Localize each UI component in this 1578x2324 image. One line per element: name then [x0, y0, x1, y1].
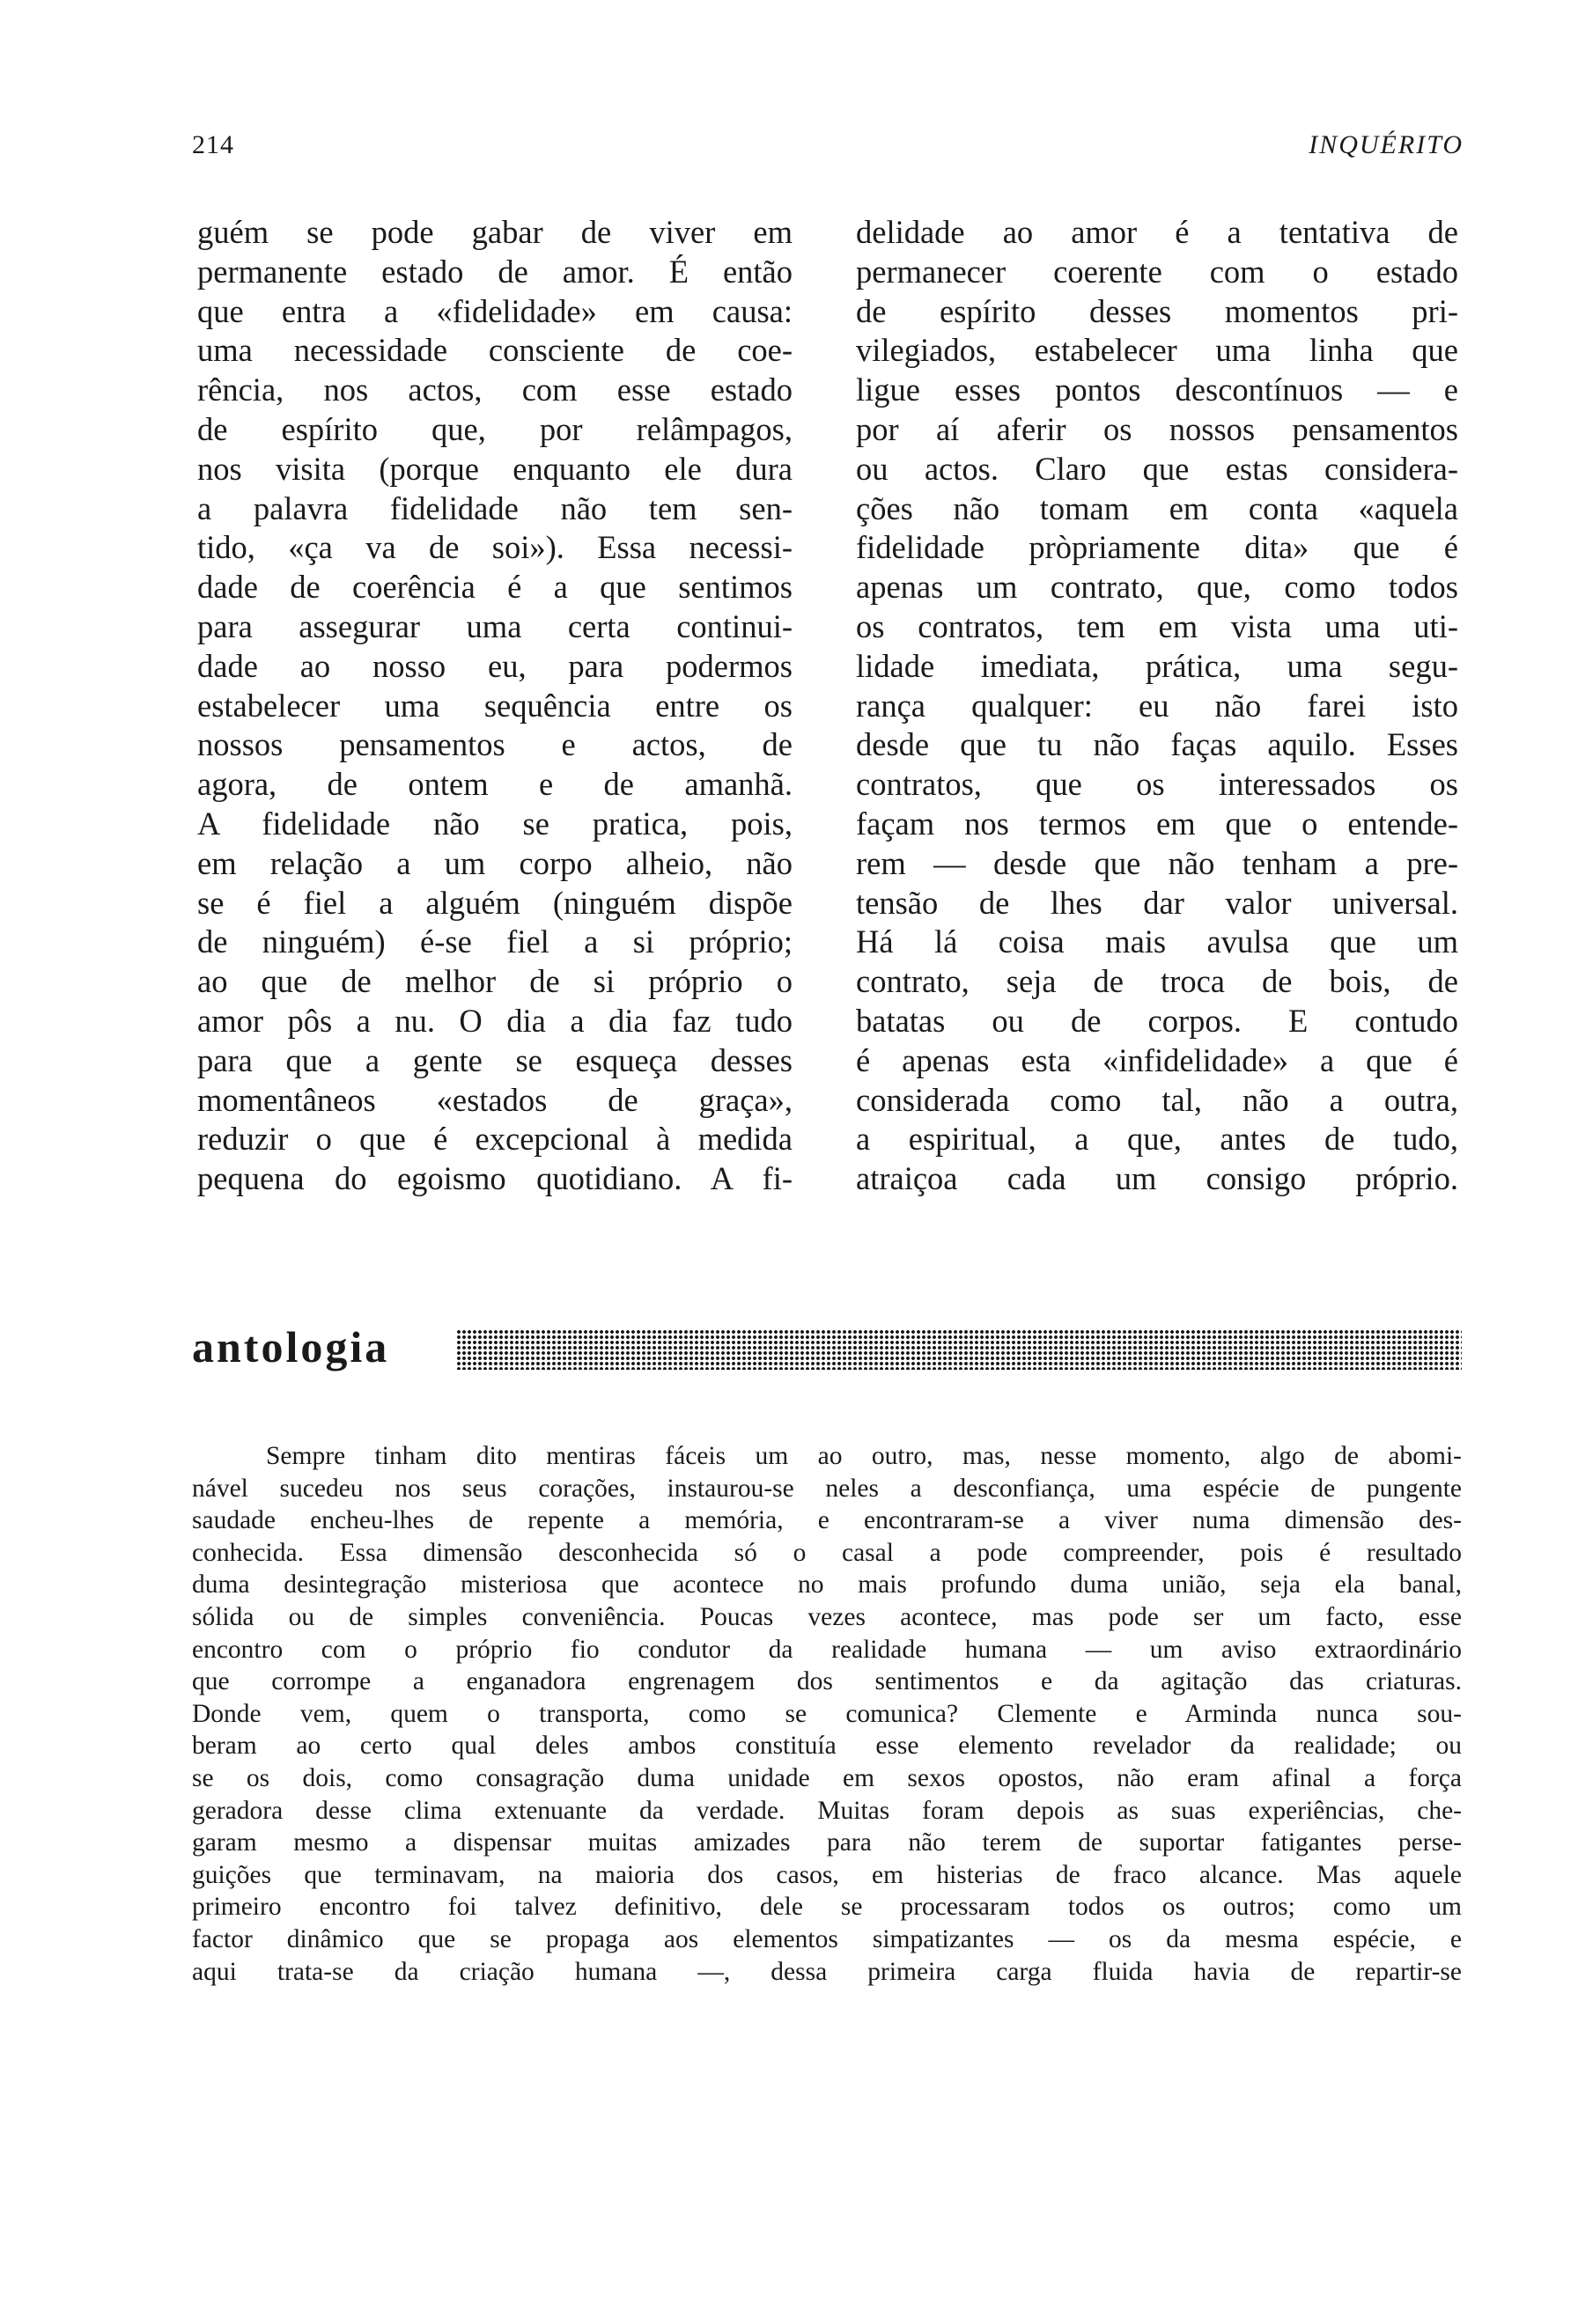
left-text-column: [197, 213, 793, 1199]
text-line: contrato, seja de troca de bois, de: [856, 963, 1458, 1000]
text-line: guições que terminavam, na maioria dos casos, em histerias de fraco alcance. Mas aquele: [192, 1860, 1462, 1889]
text-line: batatas ou de corpos. E contudo: [856, 1002, 1458, 1039]
text-line: se é fiel a alguém (ninguém dispõe: [197, 884, 793, 921]
text-line: sólida ou de simples conveniência. Poucas vezes acontece, mas pode ser um facto, esse: [192, 1602, 1462, 1631]
text-line: permanecer coerente com o estado: [856, 253, 1458, 290]
text-line: desde que tu não faças aquilo. Esses: [856, 726, 1458, 763]
text-line: nável sucedeu nos seus corações, instaurou-se neles a desconfiança, uma espécie de pungente: [192, 1474, 1462, 1503]
text-line: geradora desse clima extenuante da verdade. Muitas foram depois as suas experiências, che-: [192, 1796, 1462, 1825]
running-title: INQUÉRITO: [1309, 130, 1464, 159]
text-line: factor dinâmico que se propaga aos elementos simpatizantes — os da mesma espécie, e: [192, 1924, 1462, 1953]
text-line: rência, nos actos, com esse estado: [197, 371, 793, 408]
text-line: rança qualquer: eu não farei isto: [856, 687, 1458, 724]
text-line: aqui trata-se da criação humana —, dessa primeira carga fluida havia de repartir-se: [192, 1957, 1462, 1986]
text-line: os contratos, tem em vista uma uti-: [856, 607, 1458, 644]
text-line: A fidelidade não se pratica, pois,: [197, 805, 793, 842]
text-line: é apenas esta «infidelidade» a que é: [856, 1041, 1458, 1078]
text-line: garam mesmo a dispensar muitas amizades para não terem de suportar fatigantes perse-: [192, 1828, 1462, 1857]
text-line: vilegiados, estabelecer uma linha que: [856, 332, 1458, 369]
text-line: uma necessidade consciente de coe-: [197, 332, 793, 369]
text-line: tido, «ça va de soi»). Essa necessi-: [197, 529, 793, 566]
text-line: delidade ao amor é a tentativa de: [856, 214, 1458, 250]
section-title: antologia: [192, 1322, 390, 1372]
text-line: para que a gente se esqueça desses: [197, 1041, 793, 1078]
text-line: fidelidade pròpriamente dita» que é: [856, 529, 1458, 566]
text-line: encontro com o próprio fio condutor da realidade humana — um aviso extraordinário: [192, 1635, 1462, 1664]
text-line: apenas um contrato, que, como todos: [856, 569, 1458, 606]
text-line: guém se pode gabar de viver em: [197, 214, 793, 250]
text-line: beram ao certo qual deles ambos constituía esse elemento revelador da realidade; ou: [192, 1732, 1462, 1761]
text-line: dade ao nosso eu, para podermos: [197, 647, 793, 684]
text-line: Donde vem, quem o transporta, como se comunica? Clemente e Arminda nunca sou-: [192, 1699, 1462, 1728]
text-line: reduzir o que é excepcional à medida: [197, 1121, 793, 1158]
anthology-excerpt: [192, 1440, 1462, 1988]
text-line: por aí aferir os nossos pensamentos: [856, 410, 1458, 447]
text-line: contratos, que os interessados os: [856, 766, 1458, 803]
section-heading: [192, 1320, 1462, 1382]
text-line: que entra a «fidelidade» em causa:: [197, 292, 793, 329]
text-line: saudade encheu-lhes de repente a memória, e encontraram-se a viver numa dimensão des-: [192, 1506, 1462, 1535]
text-line: para assegurar uma certa continui-: [197, 607, 793, 644]
text-line: dade de coerência é a que sentimos: [197, 569, 793, 606]
text-line: de espírito desses momentos pri-: [856, 292, 1458, 329]
text-line: Sempre tinham dito mentiras fáceis um ao outro, mas, nesse momento, algo de abomi-: [266, 1442, 1462, 1470]
dotted-rule-ornament: [456, 1329, 1462, 1370]
text-line: atraiçoa cada um consigo próprio.: [856, 1160, 1458, 1197]
text-line: a palavra fidelidade não tem sen-: [197, 489, 793, 526]
text-line: primeiro encontro foi talvez definitivo, dele se processaram todos os outros; como um: [192, 1893, 1462, 1922]
text-line: Há lá coisa mais avulsa que um: [856, 923, 1458, 960]
text-line: ou actos. Claro que estas considera-: [856, 450, 1458, 487]
text-line: permanente estado de amor. É então: [197, 253, 793, 290]
text-line: lidade imediata, prática, uma segu-: [856, 647, 1458, 684]
right-text-column: [856, 213, 1458, 1199]
text-line: agora, de ontem e de amanhã.: [197, 766, 793, 803]
text-line: façam nos termos em que o entende-: [856, 805, 1458, 842]
text-line: tensão de lhes dar valor universal.: [856, 884, 1458, 921]
text-line: amor pôs a nu. O dia a dia faz tudo: [197, 1002, 793, 1039]
text-line: estabelecer uma sequência entre os: [197, 687, 793, 724]
text-line: rem — desde que não tenham a pre-: [856, 844, 1458, 881]
text-line: de ninguém) é-se fiel a si próprio;: [197, 923, 793, 960]
text-line: duma desintegração misteriosa que acontece no mais profundo duma união, seja ela banal,: [192, 1570, 1462, 1600]
text-line: ligue esses pontos descontínuos — e: [856, 371, 1458, 408]
text-line: nos visita (porque enquanto ele dura: [197, 450, 793, 487]
text-line: a espiritual, a que, antes de tudo,: [856, 1121, 1458, 1158]
text-line: de espírito que, por relâmpagos,: [197, 410, 793, 447]
text-line: ções não tomam em conta «aquela: [856, 489, 1458, 526]
page-number: 214: [192, 130, 234, 159]
text-line: ao que de melhor de si próprio o: [197, 963, 793, 1000]
text-line: se os dois, como consagração duma unidade em sexos opostos, não eram afinal a força: [192, 1763, 1462, 1792]
text-line: momentâneos «estados de graça»,: [197, 1081, 793, 1118]
text-line: pequena do egoismo quotidiano. A fi-: [197, 1160, 793, 1197]
text-line: nossos pensamentos e actos, de: [197, 726, 793, 763]
text-line: que corrompe a enganadora engrenagem dos sentimentos e da agitação das criaturas.: [192, 1667, 1462, 1696]
text-line: em relação a um corpo alheio, não: [197, 844, 793, 881]
text-line: conhecida. Essa dimensão desconhecida só o casal a pode compreender, pois é resultado: [192, 1538, 1462, 1567]
text-line: considerada como tal, não a outra,: [856, 1081, 1458, 1118]
